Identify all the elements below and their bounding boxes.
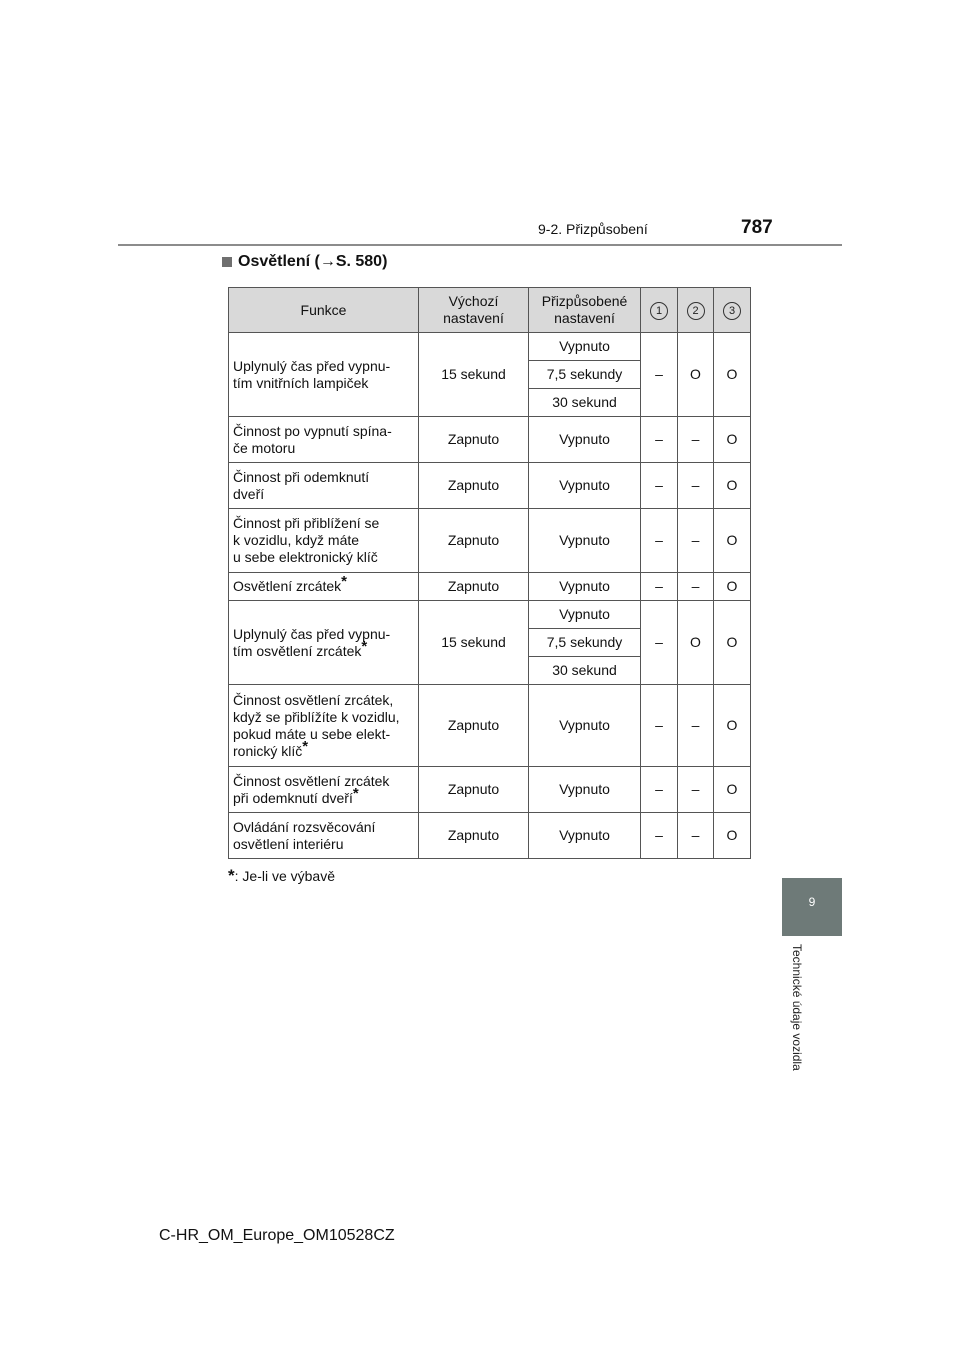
- arrow-icon: →: [319, 253, 336, 270]
- availability-cell-1: –: [641, 767, 678, 813]
- availability-cell-3: O: [714, 601, 751, 685]
- function-line: pokud máte u sebe elekt-: [233, 725, 391, 742]
- availability-cell-3: O: [714, 463, 751, 509]
- availability-cell-1: –: [641, 333, 678, 417]
- circled-number-1-icon: 1: [650, 302, 668, 320]
- table-body: [229, 333, 751, 859]
- function-line: osvětlení interiéru: [233, 835, 344, 852]
- function-line: Činnost při odemknutí: [233, 468, 370, 485]
- asterisk-mark: *: [361, 637, 368, 655]
- section-title-text: Osvětlení (: [238, 253, 320, 270]
- chapter-tab: [782, 878, 842, 936]
- function-line: Činnost osvětlení zrcátek: [233, 772, 390, 789]
- chapter-number: 9: [808, 895, 816, 909]
- availability-cell-1: –: [641, 509, 678, 573]
- custom-option-cell: Vypnuto: [529, 463, 641, 509]
- circled-number-3-icon: 3: [723, 302, 741, 320]
- header-col-3: [714, 288, 751, 333]
- availability-cell-3: O: [714, 813, 751, 859]
- function-line: tím osvětlení zrcátek: [233, 642, 362, 659]
- availability-cell-1: –: [641, 601, 678, 685]
- asterisk-mark: *: [341, 573, 347, 590]
- availability-cell-2: O: [678, 601, 714, 685]
- default-value-cell: Zapnuto: [419, 685, 529, 767]
- availability-cell-1: –: [641, 685, 678, 767]
- footnote: [228, 866, 335, 886]
- availability-cell-1: –: [641, 417, 678, 463]
- function-cell: [229, 333, 419, 417]
- custom-option-cell: 30 sekund: [529, 657, 641, 685]
- function-cell: [229, 509, 419, 573]
- chapter-label: Technické údaje vozidla: [790, 944, 804, 1071]
- footnote-text: : Je-li ve výbavě: [234, 868, 335, 884]
- function-line: když se přiblížíte k vozidlu,: [233, 708, 400, 725]
- function-line: Uplynulý čas před vypnu-: [233, 625, 391, 642]
- table-row: [229, 417, 751, 463]
- custom-option-cell: Vypnuto: [529, 333, 641, 361]
- header-divider: [118, 244, 842, 246]
- running-header-section: 9-2. Přizpůsobení: [538, 221, 648, 237]
- table-row: [229, 685, 751, 767]
- function-cell: [229, 417, 419, 463]
- table-row: [229, 463, 751, 509]
- default-value-cell: Zapnuto: [419, 417, 529, 463]
- function-cell: [229, 767, 419, 813]
- function-cell: [229, 573, 419, 601]
- availability-cell-2: –: [678, 463, 714, 509]
- availability-cell-3: O: [714, 767, 751, 813]
- function-line: Uplynulý čas před vypnu-: [233, 357, 391, 374]
- availability-cell-2: O: [678, 333, 714, 417]
- function-cell: [229, 463, 419, 509]
- table-row: [229, 573, 751, 601]
- custom-option-cell: Vypnuto: [529, 509, 641, 573]
- function-line: Osvětlení zrcátek: [233, 578, 342, 594]
- table-row: [229, 509, 751, 573]
- default-value-cell: 15 sekund: [419, 333, 529, 417]
- header-default: Výchozí nastavení: [419, 288, 529, 333]
- custom-option-cell: Vypnuto: [529, 573, 641, 601]
- asterisk-mark: *: [302, 737, 309, 755]
- availability-cell-3: O: [714, 509, 751, 573]
- asterisk-mark: *: [352, 784, 359, 802]
- availability-cell-1: –: [641, 463, 678, 509]
- header-col-1: [641, 288, 678, 333]
- availability-cell-2: –: [678, 417, 714, 463]
- availability-cell-3: O: [714, 573, 751, 601]
- function-line: če motoru: [233, 439, 296, 456]
- page-number: 787: [741, 217, 773, 238]
- document-id: C-HR_OM_Europe_OM10528CZ: [159, 1227, 395, 1244]
- circled-number-2-icon: 2: [687, 302, 705, 320]
- function-line: při odemknutí dveří: [233, 789, 353, 806]
- header-function: Funkce: [229, 288, 419, 333]
- availability-cell-2: –: [678, 573, 714, 601]
- default-value-cell: Zapnuto: [419, 813, 529, 859]
- footnote-mark: *: [228, 866, 235, 885]
- availability-cell-3: O: [714, 685, 751, 767]
- availability-cell-1: –: [641, 573, 678, 601]
- table-header-row: [229, 288, 751, 333]
- custom-option-cell: Vypnuto: [529, 767, 641, 813]
- default-value-cell: 15 sekund: [419, 601, 529, 685]
- function-line: tím vnitřních lampiček: [233, 374, 369, 391]
- function-line: Činnost při přiblížení se: [233, 515, 380, 531]
- availability-cell-2: –: [678, 509, 714, 573]
- function-line: Činnost osvětlení zrcátek,: [233, 691, 394, 708]
- table-row: [229, 767, 751, 813]
- function-cell: [229, 685, 419, 767]
- function-line: k vozidlu, když máte: [233, 532, 360, 548]
- header-customized: Přizpůsobené nastavení: [529, 288, 641, 333]
- section-page-ref: S. 580): [335, 253, 388, 270]
- custom-option-cell: Vypnuto: [529, 417, 641, 463]
- availability-cell-1: –: [641, 813, 678, 859]
- function-line: Ovládání rozsvěcování: [233, 818, 376, 835]
- custom-option-cell: Vypnuto: [529, 601, 641, 629]
- table-row: [229, 813, 751, 859]
- table-row: [229, 601, 751, 629]
- custom-option-cell: Vypnuto: [529, 685, 641, 767]
- function-line: ronický klíč: [233, 742, 303, 759]
- default-value-cell: Zapnuto: [419, 509, 529, 573]
- function-line: u sebe elektronický klíč: [233, 549, 378, 565]
- default-value-cell: Zapnuto: [419, 573, 529, 601]
- default-value-cell: Zapnuto: [419, 767, 529, 813]
- custom-option-cell: 7,5 sekundy: [529, 361, 641, 389]
- default-value-cell: Zapnuto: [419, 463, 529, 509]
- section-title: [222, 253, 387, 271]
- function-line: dveří: [233, 485, 265, 502]
- availability-cell-2: –: [678, 685, 714, 767]
- table-row: [229, 333, 751, 361]
- function-line: Činnost po vypnutí spína-: [233, 422, 392, 439]
- availability-cell-2: –: [678, 767, 714, 813]
- availability-cell-2: –: [678, 813, 714, 859]
- availability-cell-3: O: [714, 333, 751, 417]
- function-cell: [229, 601, 419, 685]
- function-cell: [229, 813, 419, 859]
- availability-cell-3: O: [714, 417, 751, 463]
- header-col-2: [678, 288, 714, 333]
- custom-option-cell: 7,5 sekundy: [529, 629, 641, 657]
- custom-option-cell: Vypnuto: [529, 813, 641, 859]
- settings-table: [228, 287, 751, 859]
- square-bullet-icon: [222, 257, 232, 267]
- custom-option-cell: 30 sekund: [529, 389, 641, 417]
